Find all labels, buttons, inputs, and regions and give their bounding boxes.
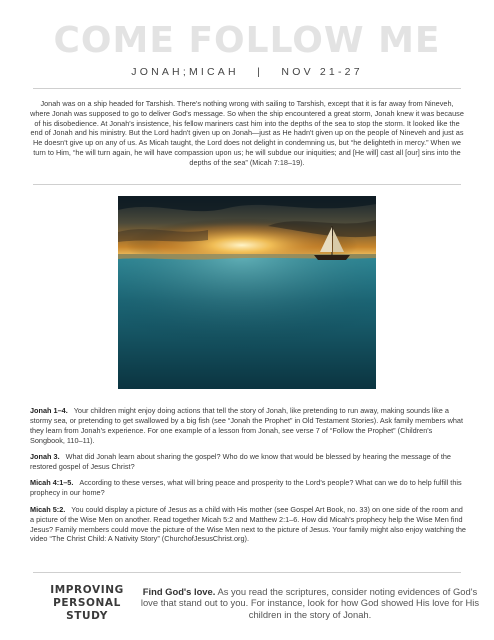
intro-divider bbox=[33, 184, 461, 185]
page-title: COME FOLLOW ME bbox=[53, 20, 441, 61]
label-line: IMPROVING bbox=[50, 584, 124, 596]
lesson-text: According to these verses, what will bring peace and prosperity to the Lord's people? What can we do to help fulfill this prophecy in our home? bbox=[30, 478, 462, 498]
top-divider bbox=[33, 88, 461, 89]
ocean-sailboat-image bbox=[118, 196, 376, 389]
lesson-text: You could display a picture of Jesus as a child with His mother (see Gospel Art Book, no. 33) on one side of the room and a picture of the Wise Men on another. Read together Micah 5:2 and Matthew 2:1–6. How did Micah's prophecy help the Wise Men find Jesus? Family members could move the picture of the Wise Men next to the picture of Jesus. Your family might also enjoy watching the video “The Christ Child: A Nativity Story” (ChurchofJesusChrist.org). bbox=[30, 504, 466, 544]
footer-divider bbox=[33, 572, 461, 573]
lesson-reference: Micah 4:1–5. bbox=[30, 478, 74, 488]
label-line: STUDY bbox=[66, 610, 108, 622]
lesson-reference: Jonah 1–4. bbox=[30, 406, 68, 415]
intro-paragraph: Jonah was on a ship headed for Tarshish. There's nothing wrong with sailing to Tarshish, except that it is far away from Nineveh, where Jonah was supposed to go to deliver God's message. So when the ship encountered a great storm, Jonah knew it was because of his disobedience. At Jonah's insistence, his fellow mariners cast him into the depths of the sea to stop the storm. It looked like the end of Jonah and his ministry. But the Lord hadn't given up on Jonah—just as He hadn't given up on the people of Nineveh and just as He doesn't give up on any of us. As Micah taught, the Lord does not delight in condemning us, but “he delighteth in mercy.” When we turn to Him, “he will turn again, he will have compassion upon us; he will subdue our iniquities; and [He will] cast all [our] sins into the depths of the sea” (Micah 7:18–19). bbox=[30, 99, 464, 167]
page-subtitle: JONAH;MICAH | NOV 21-27 bbox=[131, 66, 363, 78]
lesson-item bbox=[30, 452, 466, 472]
lesson-text: Your children might enjoy doing actions that tell the story of Jonah, like pretending to run away, making sounds like a stormy sea, or pretending to get swallowed by a big fish (see “Jonah the Prophet” in Old Testament Stories). Ask family members what they learn from Jonah's experience. For one example of a lesson from Jonah, see verse 7 of “Follow the Prophet” (Children's Songbook, 110–11). bbox=[30, 406, 464, 445]
personal-study-tip bbox=[140, 586, 480, 620]
lesson-item bbox=[30, 505, 466, 545]
lesson-list bbox=[30, 406, 466, 551]
lesson-reference: Micah 5:2. bbox=[30, 504, 66, 514]
tip-lead: Find God's love. bbox=[142, 586, 216, 597]
lesson-text: What did Jonah learn about sharing the gospel? Who do we know that would be blessed by hearing the message of the restored gospel of Jesus Christ? bbox=[30, 452, 451, 472]
tip-text: As you read the scriptures, consider noting evidences of God's love that stand out to you. For instance, look for how God showed His love for His children in the story of Jonah. bbox=[140, 586, 480, 620]
label-line: PERSONAL bbox=[53, 597, 121, 609]
improving-personal-study-label bbox=[42, 584, 132, 623]
lesson-item bbox=[30, 406, 466, 446]
lesson-item bbox=[30, 478, 466, 498]
lesson-reference: Jonah 3. bbox=[30, 452, 60, 462]
